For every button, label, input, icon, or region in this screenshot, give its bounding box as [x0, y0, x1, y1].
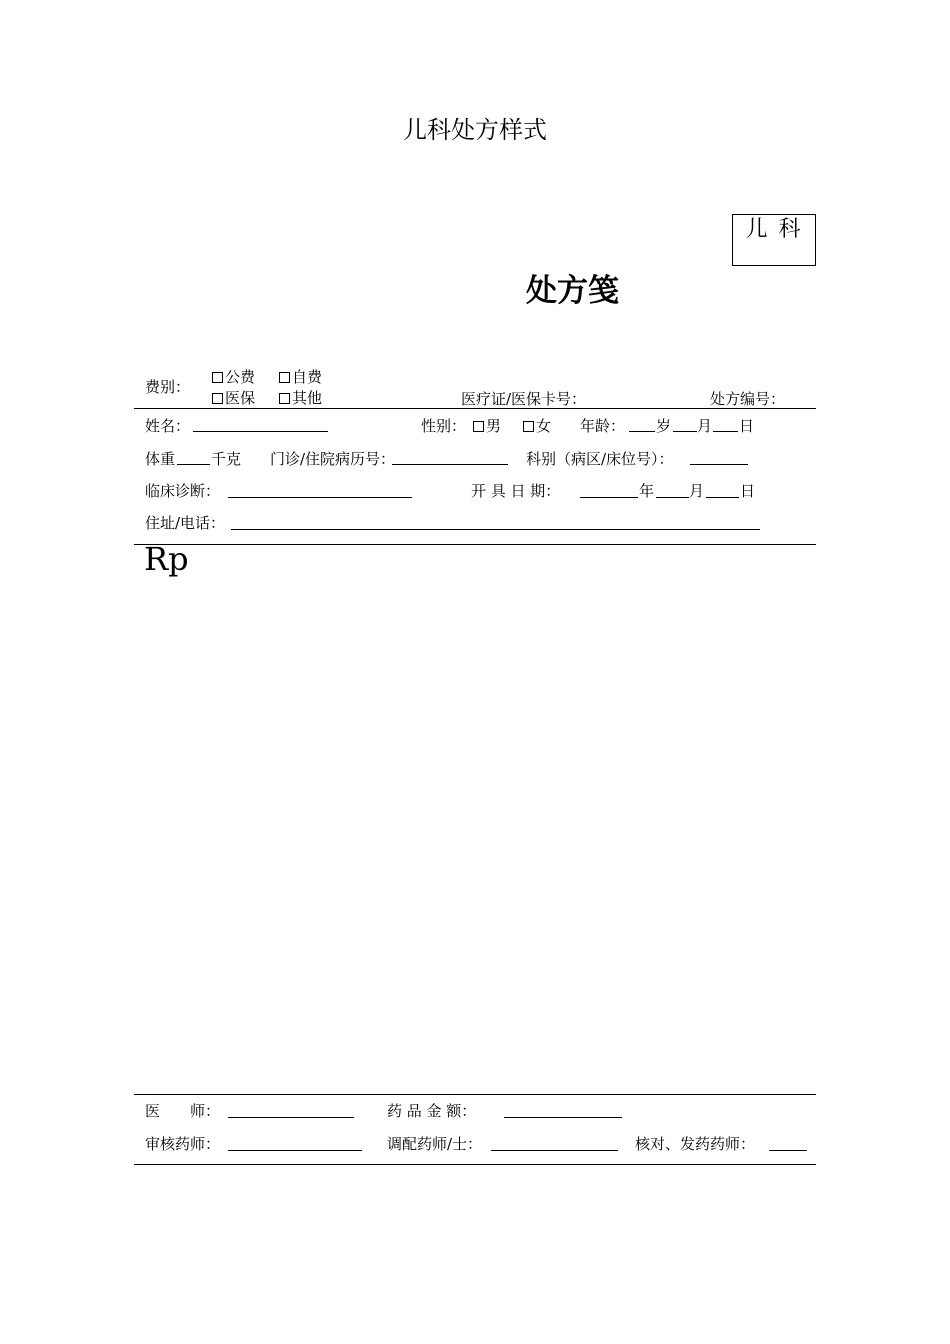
gender-female-label: 女: [536, 417, 552, 435]
diagnosis-field[interactable]: [228, 497, 412, 498]
record-number-label: 门诊/住院病历号：: [270, 450, 396, 468]
checkbox-icon[interactable]: [473, 421, 484, 432]
prescription-body-area[interactable]: [134, 580, 816, 1090]
reviewer-signature-field[interactable]: [228, 1150, 362, 1151]
age-day-unit: 日: [739, 417, 755, 435]
fee-option-label: 其他: [292, 389, 323, 407]
checker-signature-field[interactable]: [769, 1150, 807, 1151]
issue-date-label: 开 具 日 期：: [471, 482, 561, 500]
dispenser-label: 调配药师/士：: [387, 1135, 483, 1153]
issue-day-unit: 日: [740, 482, 756, 500]
issue-month-field[interactable]: [656, 497, 689, 498]
checkbox-icon[interactable]: [523, 421, 534, 432]
fee-option-label: 自费: [292, 368, 323, 386]
header-divider: [134, 408, 816, 409]
age-year-unit: 岁: [656, 417, 672, 435]
weight-field[interactable]: [177, 464, 210, 465]
footer-bottom-divider: [134, 1164, 816, 1165]
drug-amount-field[interactable]: [504, 1117, 622, 1118]
rp-symbol: Rp: [144, 540, 189, 578]
record-number-field[interactable]: [392, 464, 508, 465]
ward-field[interactable]: [690, 464, 748, 465]
doctor-label: 医 师：: [145, 1102, 221, 1120]
patient-info-divider: [134, 544, 816, 545]
drug-amount-label: 药 品 金 额：: [387, 1102, 477, 1120]
department-box: 儿 科: [732, 214, 816, 266]
issue-month-unit: 月: [689, 482, 705, 500]
fee-option-label: 公费: [225, 368, 256, 386]
checkbox-icon[interactable]: [279, 372, 290, 383]
diagnosis-label: 临床诊断：: [145, 482, 221, 500]
form-title: 处方笺: [526, 273, 619, 309]
age-years-field[interactable]: [629, 431, 655, 432]
weight-unit: 千克: [211, 450, 242, 468]
age-days-field[interactable]: [713, 431, 738, 432]
patient-name-label: 姓名：: [145, 417, 191, 435]
fee-option-insurance[interactable]: [212, 389, 255, 407]
age-months-field[interactable]: [673, 431, 697, 432]
checkbox-icon[interactable]: [279, 393, 290, 404]
checkbox-icon[interactable]: [212, 393, 223, 404]
dispenser-signature-field[interactable]: [491, 1150, 618, 1151]
fee-option-other[interactable]: [279, 389, 322, 407]
fee-type-label: 费别：: [145, 378, 191, 396]
gender-male-label: 男: [486, 417, 502, 435]
issue-year-field[interactable]: [580, 497, 638, 498]
checkbox-icon[interactable]: [212, 372, 223, 383]
ward-label: 科别（病区/床位号）：: [526, 450, 674, 468]
insurance-card-label: 医疗证/医保卡号：: [461, 390, 587, 408]
footer-top-divider: [134, 1094, 816, 1095]
address-phone-label: 住址/电话：: [145, 514, 226, 532]
gender-male-option[interactable]: [473, 417, 501, 435]
prescription-number-label: 处方编号：: [710, 390, 786, 408]
gender-female-option[interactable]: [523, 417, 551, 435]
document-title: 儿科处方样式: [403, 116, 547, 144]
reviewer-label: 审核药师：: [145, 1135, 221, 1153]
age-month-unit: 月: [697, 417, 713, 435]
issue-day-field[interactable]: [706, 497, 739, 498]
patient-name-field[interactable]: [193, 431, 328, 432]
weight-label: 体重: [145, 450, 176, 468]
doctor-signature-field[interactable]: [228, 1117, 354, 1118]
fee-option-public[interactable]: [212, 368, 255, 386]
age-label: 年龄：: [580, 417, 626, 435]
fee-option-label: 医保: [225, 389, 256, 407]
gender-label: 性别：: [421, 417, 467, 435]
checker-label: 核对、发药药师：: [635, 1135, 756, 1153]
issue-year-unit: 年: [639, 482, 655, 500]
address-phone-field[interactable]: [231, 529, 760, 530]
fee-option-self-pay[interactable]: [279, 368, 322, 386]
